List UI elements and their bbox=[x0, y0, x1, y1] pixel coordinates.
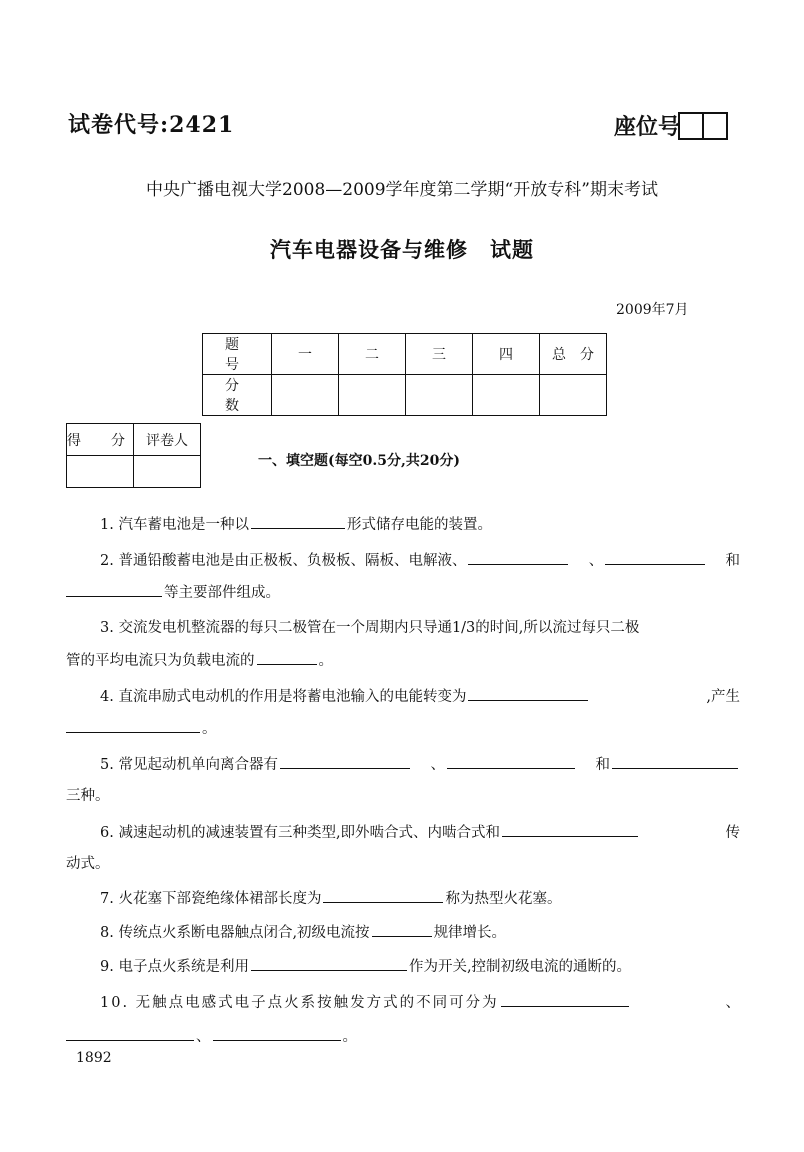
question-6 bbox=[66, 822, 740, 843]
question-text: 、 bbox=[588, 553, 604, 569]
question-2-cont bbox=[66, 582, 740, 603]
score-table-cell: 题 号 bbox=[203, 334, 272, 375]
score-table-cell: 分 数 bbox=[203, 375, 272, 416]
page-number: 1892 bbox=[76, 1050, 112, 1066]
answer-blank[interactable] bbox=[612, 754, 738, 769]
answer-blank[interactable] bbox=[468, 686, 588, 701]
grader-table bbox=[66, 423, 201, 488]
answer-blank[interactable] bbox=[251, 514, 345, 529]
question-8 bbox=[66, 922, 740, 943]
question-text: 称为热型火花塞。 bbox=[445, 891, 562, 907]
question-6-cont bbox=[66, 854, 740, 874]
answer-blank[interactable] bbox=[66, 582, 162, 597]
question-text: 和 bbox=[595, 757, 610, 773]
question-9 bbox=[66, 956, 740, 977]
seat-number-box bbox=[678, 112, 704, 140]
answer-blank[interactable] bbox=[66, 1026, 194, 1041]
grader-table-header: 得 分 bbox=[67, 424, 134, 456]
question-text: 1. 汽车蓄电池是一种以 bbox=[100, 517, 249, 533]
score-table-cell: 二 bbox=[339, 334, 406, 375]
score-table-score-row bbox=[203, 375, 607, 416]
score-table-header-row bbox=[203, 334, 607, 375]
answer-blank[interactable] bbox=[502, 822, 638, 837]
question-text: 10. 无触点电感式电子点火系按触发方式的不同可分为 bbox=[100, 995, 499, 1011]
answer-blank[interactable] bbox=[251, 956, 407, 971]
question-text: 4. 直流串励式电动机的作用是将蓄电池输入的电能转变为 bbox=[100, 689, 467, 705]
grader-blank[interactable] bbox=[134, 456, 201, 488]
score-blank[interactable] bbox=[473, 375, 540, 416]
answer-blank[interactable] bbox=[501, 992, 629, 1007]
answer-blank[interactable] bbox=[372, 922, 432, 937]
seat-number-label: 座位号 bbox=[614, 114, 681, 140]
question-text: 、 bbox=[725, 995, 740, 1011]
question-10-cont bbox=[66, 1026, 740, 1047]
answer-blank[interactable] bbox=[280, 754, 410, 769]
section-title: 一、填空题(每空0.5分,共20分) bbox=[258, 453, 460, 469]
question-7 bbox=[66, 888, 740, 909]
question-text: 等主要部件组成。 bbox=[164, 585, 280, 601]
score-table-cell: 总 分 bbox=[540, 334, 607, 375]
question-text: 作为开关,控制初级电流的通断的。 bbox=[408, 959, 632, 975]
score-blank[interactable] bbox=[272, 375, 339, 416]
question-text: 。 bbox=[318, 653, 333, 669]
question-text: 7. 火花塞下部瓷绝缘体裙部长度为 bbox=[100, 891, 322, 907]
question-1 bbox=[66, 514, 740, 535]
grader-blank[interactable] bbox=[67, 456, 134, 488]
question-text: 2. 普通铅酸蓄电池是由正极板、负极板、隔板、电解液、 bbox=[100, 553, 467, 569]
answer-blank[interactable] bbox=[257, 650, 317, 665]
score-blank[interactable] bbox=[540, 375, 607, 416]
question-text: 。 bbox=[342, 1029, 357, 1045]
question-text: 。 bbox=[202, 721, 217, 737]
subject-title: 汽车电器设备与维修 试题 bbox=[270, 237, 534, 262]
answer-blank[interactable] bbox=[213, 1026, 341, 1041]
question-text: 动式。 bbox=[66, 856, 110, 872]
question-5-cont bbox=[66, 786, 740, 806]
score-blank[interactable] bbox=[339, 375, 406, 416]
score-table-cell: 一 bbox=[272, 334, 339, 375]
question-3-cont bbox=[66, 650, 740, 671]
seat-number bbox=[614, 110, 728, 141]
question-text: 三种。 bbox=[66, 788, 110, 804]
seat-number-box bbox=[702, 112, 728, 140]
question-text: 、 bbox=[430, 757, 445, 773]
grader-table-header: 评卷人 bbox=[134, 424, 201, 456]
answer-blank[interactable] bbox=[323, 888, 443, 903]
question-text: 8. 传统点火系断电器触点闭合,初级电流按 bbox=[100, 925, 370, 941]
question-2 bbox=[66, 550, 740, 571]
question-text: 3. 交流发电机整流器的每只二极管在一个周期内只导通1/3的时间,所以流过每只二极 bbox=[100, 620, 640, 636]
question-10 bbox=[66, 992, 740, 1013]
question-4 bbox=[66, 686, 740, 707]
answer-blank[interactable] bbox=[66, 718, 200, 733]
question-3 bbox=[66, 618, 740, 638]
question-text: 5. 常见起动机单向离合器有 bbox=[100, 757, 278, 773]
score-blank[interactable] bbox=[406, 375, 473, 416]
question-text: 传 bbox=[725, 825, 740, 841]
answer-blank[interactable] bbox=[605, 550, 705, 565]
question-text: ,产生 bbox=[706, 689, 740, 705]
question-text: 形式储存电能的装置。 bbox=[346, 517, 492, 533]
exam-title: 中央广播电视大学2008—2009学年度第二学期“开放专科”期末考试 bbox=[146, 180, 658, 200]
question-5 bbox=[66, 754, 740, 775]
question-text: 管的平均电流只为负载电流的 bbox=[66, 653, 255, 669]
question-4-cont bbox=[66, 718, 740, 739]
question-text: 、 bbox=[196, 1029, 211, 1045]
question-text: 6. 减速起动机的减速装置有三种类型,即外啮合式、内啮合式和 bbox=[100, 825, 501, 841]
question-text: 规律增长。 bbox=[433, 925, 507, 941]
exam-code: 试卷代号:2421 bbox=[68, 112, 235, 138]
score-table bbox=[202, 333, 607, 416]
question-text: 9. 电子点火系统是利用 bbox=[100, 959, 249, 975]
exam-date: 2009年7月 bbox=[616, 302, 689, 318]
answer-blank[interactable] bbox=[468, 550, 568, 565]
score-table-cell: 四 bbox=[473, 334, 540, 375]
answer-blank[interactable] bbox=[447, 754, 575, 769]
score-table-cell: 三 bbox=[406, 334, 473, 375]
question-text: 和 bbox=[725, 553, 740, 569]
